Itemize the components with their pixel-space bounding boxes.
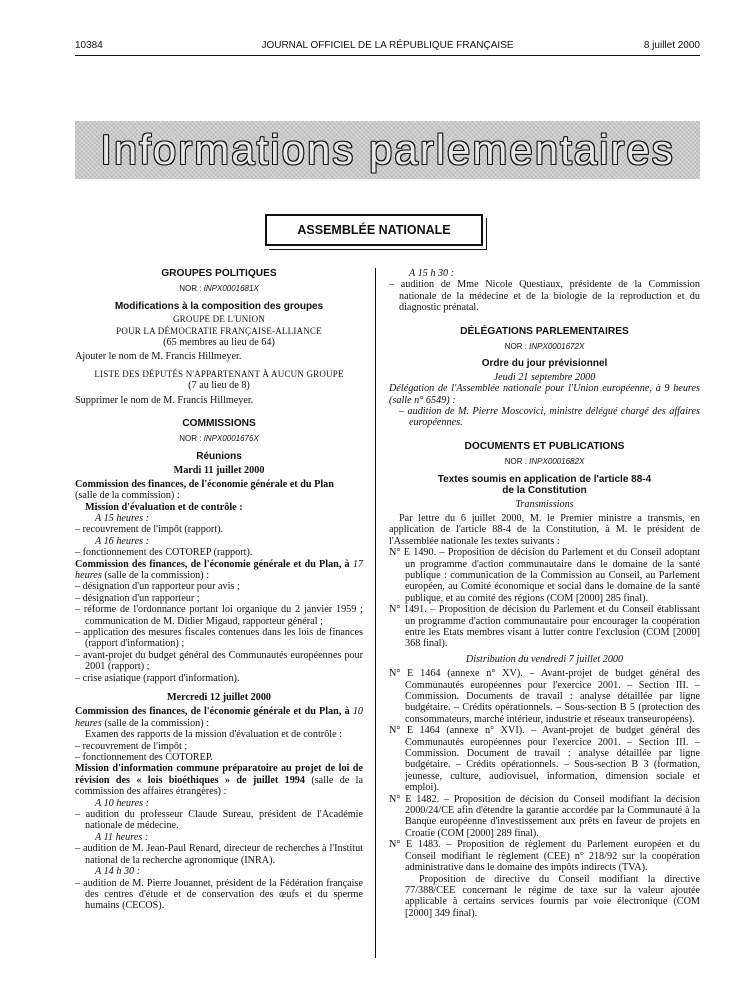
- distribution-heading: Distribution du vendredi 7 juillet 2000: [465, 653, 624, 665]
- nor-label: NOR :: [179, 284, 204, 294]
- mic-room: (salle de la commission des affaires étrangères) :: [75, 774, 363, 798]
- journal-title: JOURNAL OFFICIEL DE LA RÉPUBLIQUE FRANÇAISE: [261, 40, 514, 51]
- cf3-name: Commission des finances, de l'économie générale et du Plan,: [75, 706, 342, 718]
- cf1-room: (salle de la commission) :: [75, 490, 180, 502]
- issue-date: 8 juillet 2000: [643, 40, 700, 51]
- audition-moscovici: – audition de M. Pierre Moscovici, ministre délégué chargé des affaires européennes.: [399, 406, 700, 429]
- cf1-para: [75, 479, 363, 502]
- groupes-heading: GROUPES POLITIQUES: [161, 268, 277, 279]
- mic-name: Mission d'information commune préparatoire au projet de loi de révision des « lois bioéthiques » de juillet 1994: [75, 763, 363, 786]
- examen-item: – recouvrement de l'impôt ;: [75, 740, 188, 752]
- cf3-room: (salle de la commission) :: [101, 717, 210, 729]
- audition-10h: – audition du professeur Claude Sureau, président de l'Académie nationale de médecine.: [75, 809, 363, 832]
- supprimer-text: Supprimer le nom de M. Francis Hillmeyer.: [75, 394, 254, 406]
- textes-heading-1: Textes soumis en application de l'article 88-4: [437, 473, 652, 485]
- m17-item: – réforme de l'ordonnance portant loi organique du 2 janvier 1959 ; communication de M. Didier Migaud, rapporteur général ;: [75, 604, 363, 627]
- right-column: [389, 268, 700, 919]
- document-item: N° E 1464 (annexe n° XV). – Avant-projet de budget général des Communautés européennes pour l'exercice 2001. – Section III. – Commission. Documents de travail : analyse détaillée par ligne budgétaire. – Crédits opérationnels. – Sous-section B 5 (protection des consommateurs, marché intérieur, industrie et réseaux transeuropéens).: [389, 668, 700, 725]
- audition-14h30: – audition de M. Pierre Jouannet, président de la Fédération française des centres d'étude et de conservation des œufs et du sperme humains (CECOS).: [75, 877, 363, 912]
- m17-item: – application des mesures fiscales contenues dans les lois de finances (rapport d'information) ;: [75, 626, 363, 650]
- column-divider: [375, 268, 376, 958]
- transmissions-heading: Transmissions: [515, 498, 574, 510]
- liste-count: (7 au lieu de 8): [188, 380, 250, 392]
- lettre-text: Par lettre du 6 juillet 2000, M. le Premier ministre a transmis, en application de l'article 88-4 de la Constitution, à M. le président de l'Assemblée nationale les textes suivants :: [389, 512, 700, 547]
- cf2-name: Commission des finances, de l'économie générale et du Plan, à: [75, 558, 350, 570]
- nor-code: INPX0001672X: [529, 342, 585, 352]
- mardi-date: Mardi 11 juillet 2000: [173, 465, 265, 477]
- document-item: N° E 1482. – Proposition de décision du Conseil modifiant la décision 2000/24/CE afin d'étendre la garantie accordée par la Communauté à la Banque européenne d'investissement aux prêts en faveur de projets en Croatie (COM [2000] 289 final).: [389, 793, 700, 839]
- nor-label: NOR :: [179, 434, 204, 444]
- directive-text: Proposition de directive du Conseil modifiant la directive 77/388/CEE concernant le régime de taxe sur la valeur ajoutée applicable à certains services fournis par voie électronique (COM [2000] 349 final).: [405, 873, 700, 919]
- item-cotorep: – fonctionnement des COTOREP (rapport).: [75, 547, 253, 559]
- nor-code: INPX0001676X: [203, 434, 259, 444]
- documents-nor: [389, 456, 700, 467]
- mic-para: [75, 763, 363, 797]
- time-15h30: A 15 h 30 :: [409, 268, 455, 279]
- commissions-heading: COMMISSIONS: [182, 418, 256, 430]
- jeudi-date: Jeudi 21 septembre 2000: [493, 371, 596, 383]
- nor-label: NOR :: [504, 342, 530, 352]
- cf3-a: à: [344, 706, 350, 718]
- item-recouvrement: – recouvrement de l'impôt (rapport).: [75, 524, 224, 536]
- ajouter-text: Ajouter le nom de M. Francis Hillmeyer.: [75, 351, 242, 363]
- assembly-title-box: ASSEMBLÉE NATIONALE: [265, 214, 483, 246]
- document-item: N° 1491. – Proposition de décision du Parlement et du Conseil établissant un programme d'action communautaire pour encourager la coopération entre les Etats membres visant à lutter contre l'exclusion (COM [2000] 368 final).: [389, 604, 700, 650]
- cf2-para: [75, 559, 363, 582]
- examen-text: Examen des rapports de la mission d'évaluation et de contrôle :: [85, 729, 343, 741]
- cf2-time: 17 heures: [75, 558, 364, 581]
- delegations-heading: DÉLÉGATIONS PARLEMENTAIRES: [460, 325, 629, 337]
- liste-name: LISTE DES DÉPUTÉS N'APPARTENANT À AUCUN GROUPE: [94, 368, 344, 379]
- time-16h: A 16 heures :: [95, 535, 150, 547]
- nor-code: INPX0001682X: [529, 457, 585, 467]
- audition-15h30: – audition de Mme Nicole Questiaux, présidente de la Commission nationale de la médecine et de la biologie de la reproduction et du diagnostic prénatal.: [389, 279, 700, 314]
- audition-11h: – audition de M. Jean-Paul Renard, directeur de recherches à l'Institut national de la recherche agronomique (INRA).: [75, 843, 363, 866]
- header-rule: [75, 55, 700, 56]
- cf3-para: [75, 706, 363, 729]
- m17-item: – désignation d'un rapporteur pour avis ;: [75, 581, 240, 593]
- delegation-text: Délégation de l'Assemblée nationale pour l'Union européenne, à 9 heures (salle n° 6549) :: [389, 383, 700, 406]
- left-column: [75, 268, 363, 912]
- mercredi-date: Mercredi 12 juillet 2000: [166, 692, 272, 703]
- time-10h: A 10 heures :: [95, 797, 150, 809]
- cf1-name: Commission des finances, de l'économie générale et du Plan: [75, 478, 334, 490]
- mission-eval: Mission d'évaluation et de contrôle :: [85, 501, 243, 513]
- document-item: N° E 1490. – Proposition de décision du Parlement et du Conseil adoptant un programme d'action communautaire dans le domaine de la santé publique : communication de la Commission au Conseil, au Parlement européen, au Comité économique et social dans le domaine de la santé publique, et au comité des régions (COM [2000] 285 final).: [389, 547, 700, 604]
- nor-label: NOR :: [504, 457, 530, 467]
- section-banner: [75, 121, 700, 179]
- document-item: N° E 1483. – Proposition de règlement du Parlement européen et du Conseil modifiant le règlement (CEE) n° 218/92 sur la coopération administrative dans le domaine des impôts indirects (TVA).: [389, 839, 700, 874]
- documents-heading: DOCUMENTS ET PUBLICATIONS: [464, 440, 625, 452]
- page-header: [75, 40, 700, 52]
- groupe-count: (65 membres au lieu de 64): [163, 337, 275, 349]
- commissions-nor: [75, 433, 363, 444]
- m17-item: – désignation d'un rapporteur ;: [75, 592, 200, 604]
- cf2-room: (salle de la commission) :: [101, 569, 210, 581]
- time-11h: A 11 heures :: [95, 831, 149, 843]
- ordre-heading: Ordre du jour prévisionnel: [481, 358, 608, 370]
- m17-item: – crise asiatique (rapport d'information).: [75, 672, 240, 684]
- groupe-name-2: POUR LA DÉMOCRATIE FRANÇAISE-ALLIANCE: [116, 325, 322, 336]
- examen-item: – fonctionnement des COTOREP.: [75, 752, 213, 764]
- groupes-nor: [75, 283, 363, 294]
- time-14h30: A 14 h 30 :: [95, 866, 141, 878]
- groupe-name-1: GROUPE DE L'UNION: [172, 314, 266, 325]
- banner-title: Informations parlementaires: [100, 126, 675, 173]
- document-item: N° E 1464 (annexe n° XVI). – Avant-projet de budget général des Communautés européennes pour l'exercice 2001. – Section III. – Commission. Document de travail : analyse détaillée par ligne budgétaire. – Crédits opérationnels. – Sous-section B 3 (formation, jeunesse, culture, audiovisuel, information, dimension sociale et emploi).: [389, 725, 700, 794]
- cf3-time: 10 heures: [75, 706, 364, 729]
- m17-item: – avant-projet du budget général des Communautés européennes pour 2001 (rapport) ;: [75, 649, 363, 673]
- time-15h: A 15 heures :: [95, 512, 150, 524]
- page-number: 10384: [75, 40, 103, 51]
- modif-heading: Modifications à la composition des groupes: [114, 300, 324, 312]
- nor-code: INPX0001681X: [203, 284, 259, 294]
- textes-heading-2: de la Constitution: [502, 485, 587, 497]
- delegations-nor: [389, 341, 700, 352]
- reunions-heading: Réunions: [196, 450, 242, 462]
